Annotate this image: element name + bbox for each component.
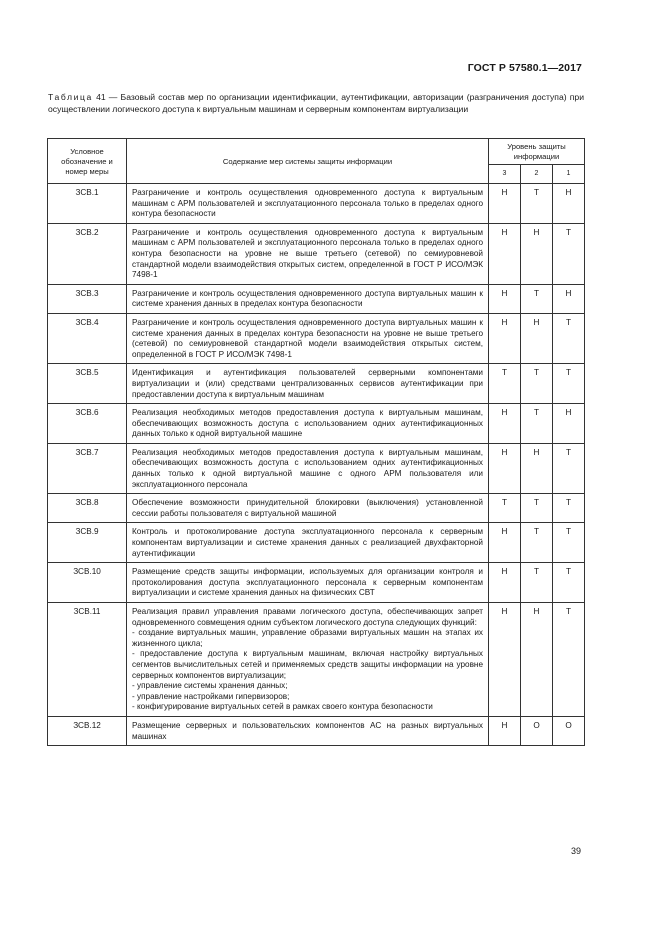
measure-code: ЗСВ.4 [48,313,127,363]
level-1-value: Т [553,364,585,404]
measure-description-line: Разграничение и контроль осуществления одновременного доступа к виртуальным машинам с АРМ пользователей и эксплуатационного персонала только в пределах одного контура безопасности на уровне не выше третьего (сетевой) по семиуровневой стандартной модели взаимодействия открытых систем, определенной в ГОСТ Р ИСО/МЭК 7498-1 [132,227,483,280]
measure-description-line: Реализация необходимых методов предоставления доступа к виртуальным машинам, обеспечивающих возможность доступа с использованием одних аутентификационных данных только к одной виртуальной машине [132,408,483,439]
table-caption-text: 41 — Базовый состав мер по организации идентификации, аутентификации, авторизации (разграничения доступа) при осуществлении логического доступа к виртуальным машинам и серверным компонентам виртуализации [48,92,584,114]
level-3-value: Н [489,223,521,284]
measure-description-line: - конфигурирование виртуальных сетей в рамках своего контура безопасности [132,702,433,712]
level-3-value: Н [489,404,521,444]
column-header-content: Содержание мер системы защиты информации [127,139,489,184]
measure-code: ЗСВ.6 [48,404,127,444]
table-row [48,716,585,745]
measure-description [127,184,489,224]
table-row [48,284,585,313]
table-row [48,603,585,717]
level-2-value: Т [521,184,553,224]
level-3-value: Н [489,563,521,603]
measure-description [127,404,489,444]
standard-designation: ГОСТ Р 57580.1—2017 [467,62,582,74]
measure-description-line: Разграничение и контроль осуществления одновременного доступа виртуальных машин к системе хранения данных в пределах контура безопасности [132,288,483,309]
measure-description-line: Идентификация и аутентификация пользователей серверными компонентами виртуализации и (или) средствами централизованных сервисов аутентификации при предоставлении доступа к виртуальным машинам [132,368,483,399]
measure-description-line: Разграничение и контроль осуществления одновременного доступа виртуальных машин к системе хранения данных в пределах контура безопасности на уровне не выше третьего (сетевой) по семиуровневой стандартной модели взаимодействия открытых систем, определенной в ГОСТ Р ИСО/МЭК 7498-1 [132,317,483,359]
measure-code: ЗСВ.2 [48,223,127,284]
table-row [48,184,585,224]
measure-description-line: Реализация необходимых методов предоставления доступа к виртуальным машинам, обеспечивающих возможность доступа с использованием одних аутентификационных данных только к одной виртуальной машине с одного АРМ пользователя или эксплуатационного персонала [132,447,483,489]
level-2-value: Н [521,223,553,284]
level-2-value: Т [521,523,553,563]
table-row [48,223,585,284]
level-1-value: Т [553,603,585,717]
measure-code: ЗСВ.7 [48,443,127,493]
measure-description [127,494,489,523]
measure-code: ЗСВ.1 [48,184,127,224]
measures-table [47,138,585,746]
measure-description-line: - предоставление доступа к виртуальным машинам, включая настройку виртуальных сегментов вычислительных сетей и применяемых средств защиты информации на уровне серверных компонентов виртуализации; [132,649,483,680]
level-3-value: Н [489,313,521,363]
level-1-value: Н [553,404,585,444]
measure-description [127,223,489,284]
level-2-value: О [521,716,553,745]
measure-description-line: Обеспечение возможности принудительной блокировки (выключения) установленной сессии работы пользователя с виртуальной машиной [132,498,483,518]
measure-code: ЗСВ.9 [48,523,127,563]
level-number-3: 3 [489,165,521,184]
level-2-value: Т [521,494,553,523]
level-3-value: Т [489,494,521,523]
level-2-value: Н [521,603,553,717]
measure-description [127,313,489,363]
page-number: 39 [570,846,581,856]
level-number-1: 1 [553,165,585,184]
table-row [48,313,585,363]
level-3-value: Н [489,523,521,563]
level-2-value: Т [521,284,553,313]
measure-code: ЗСВ.3 [48,284,127,313]
measure-description-line: Разграничение и контроль осуществления одновременного доступа к виртуальным машинам с АРМ пользователей и эксплуатационного персонала только в пределах одного контура безопасности [132,188,483,219]
level-2-value: Н [521,313,553,363]
table-row [48,563,585,603]
level-3-value: Н [489,184,521,224]
level-1-value: Т [553,313,585,363]
table-row [48,364,585,404]
level-2-value: Т [521,563,553,603]
measure-description-line: Реализация правил управления правами логического доступа, обеспечивающих запрет одновременного совмещения одним субъектом логического доступа следующих функций: [132,607,483,627]
measure-description [127,603,489,717]
level-1-value: О [553,716,585,745]
level-1-value: Т [553,443,585,493]
measure-description [127,716,489,745]
level-1-value: Т [553,223,585,284]
level-3-value: Н [489,716,521,745]
measure-code: ЗСВ.10 [48,563,127,603]
level-2-value: Т [521,404,553,444]
column-header-level: Уровень защиты информации [489,139,585,165]
measure-description [127,443,489,493]
measure-description-line: - управление настройками гипервизоров; [132,691,290,701]
measure-code: ЗСВ.8 [48,494,127,523]
measure-description-line: - управление системы хранения данных; [132,681,288,691]
table-caption-label: Таблица [48,92,93,102]
measure-description [127,523,489,563]
measure-description [127,284,489,313]
measure-description [127,364,489,404]
measure-description-line: Размещение серверных и пользовательских компонентов АС на разных виртуальных машинах [132,720,483,741]
level-3-value: Т [489,364,521,404]
level-1-value: Т [553,523,585,563]
table-row [48,443,585,493]
level-3-value: Н [489,443,521,493]
table-row [48,523,585,563]
level-3-value: Н [489,284,521,313]
level-number-2: 2 [521,165,553,184]
level-1-value: Т [553,563,585,603]
column-header-code: Условное обозначение и номер меры [48,139,127,184]
table-caption [48,91,584,115]
level-1-value: Н [553,184,585,224]
measure-description-line: - создание виртуальных машин, управление образами виртуальных машин на этапах их жизненного цикла; [132,628,483,648]
level-1-value: Т [553,494,585,523]
table-row [48,494,585,523]
measure-description-line: Размещение средств защиты информации, используемых для организации контроля и протоколирования доступа эксплуатационного персонала к серверным компонентам виртуализации и системе хранения данных на физических СВТ [132,567,483,598]
table-row [48,404,585,444]
measure-code: ЗСВ.11 [48,603,127,717]
measure-description [127,563,489,603]
measure-code: ЗСВ.5 [48,364,127,404]
level-1-value: Н [553,284,585,313]
level-2-value: Н [521,443,553,493]
measure-description-line: Контроль и протоколирование доступа эксплуатационного персонала к серверным компонентам виртуализации и системе хранения данных с реализацией двухфакторной аутентификации [132,527,483,558]
level-2-value: Т [521,364,553,404]
measure-code: ЗСВ.12 [48,716,127,745]
level-3-value: Н [489,603,521,717]
